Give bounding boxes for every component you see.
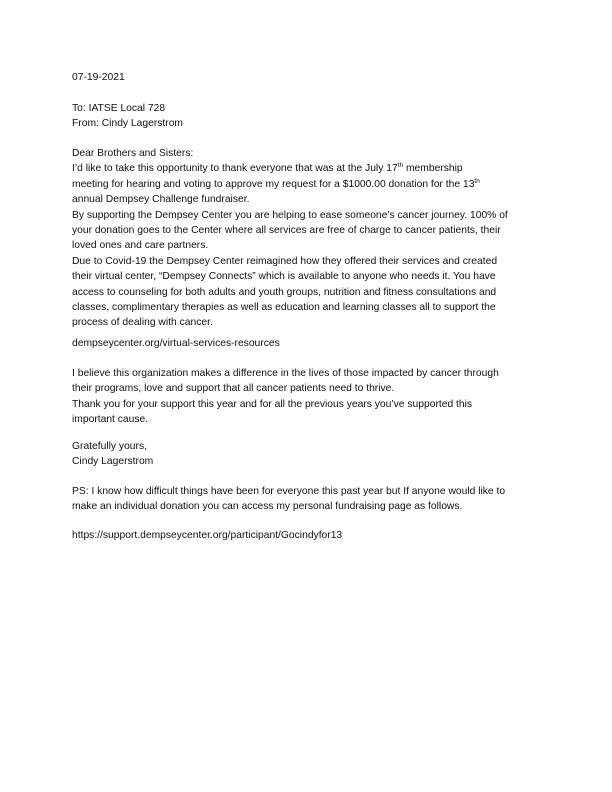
para5-line: important cause.	[72, 414, 149, 426]
para4-line: I believe this organization makes a difference in the lives of those impacted by cancer through	[72, 368, 499, 379]
para3-line: process of dealing with cancer.	[72, 317, 213, 329]
para5-line: Thank you for your support this year and for all the previous years you’ve supported this	[72, 398, 473, 410]
closing: Gratefully yours,	[72, 441, 147, 452]
letter-body-2	[72, 366, 542, 428]
ps-line: make an individual donation you can access my personal fundraising page as follows.	[72, 501, 463, 513]
para4-line: their programs, love and support that all cancer patients need to thrive.	[72, 383, 395, 395]
para3-line: their virtual center, “Dempsey Connects” which is available to anyone who needs it. You have	[72, 271, 496, 283]
from-line: From: Cindy Lagerstrom	[72, 118, 184, 130]
para1-line2: meeting for hearing and voting to approve my request for a $1000.00 donation for the 13th	[72, 177, 480, 190]
fundraising-link-block	[72, 528, 542, 543]
postscript	[72, 484, 542, 515]
para1-line1: I’d like to take this opportunity to thank everyone that was at the July 17th membership	[72, 162, 463, 175]
resource-link-block	[72, 336, 542, 351]
ps-line: PS: I know how difficult things have been for everyone this past year but If anyone would like to	[72, 486, 506, 497]
signature: Cindy Lagerstrom	[72, 456, 154, 468]
para2-line: loved ones and care partners.	[72, 240, 209, 252]
para3-line: Due to Covid-19 the Dempsey Center reimagined how they offered their services and created	[72, 255, 498, 267]
letter-closing	[72, 439, 542, 470]
letter-body	[72, 146, 542, 331]
letter-date: 07-19-2021	[72, 72, 125, 83]
para3-line: access to counseling for both adults and youth groups, nutrition and fitness consultations and	[72, 286, 497, 298]
to-line: To: IATSE Local 728	[72, 103, 166, 114]
para1-line3: annual Dempsey Challenge fundraiser.	[72, 194, 250, 206]
para3-line: classes, complimentary therapies as well as education and learning classes all to support the	[72, 302, 496, 314]
fundraising-link: https://support.dempseycenter.org/participant/Gocindyfor13	[72, 530, 343, 541]
para2-line: By supporting the Dempsey Center you are helping to ease someone’s cancer journey. 100% of	[72, 209, 508, 221]
resource-link: dempseycenter.org/virtual-services-resources	[72, 338, 280, 349]
salutation: Dear Brothers and Sisters:	[72, 148, 194, 159]
letter-addresses	[72, 101, 542, 132]
para2-line: your donation goes to the Center where all services are free of charge to cancer patients, their	[72, 225, 501, 237]
